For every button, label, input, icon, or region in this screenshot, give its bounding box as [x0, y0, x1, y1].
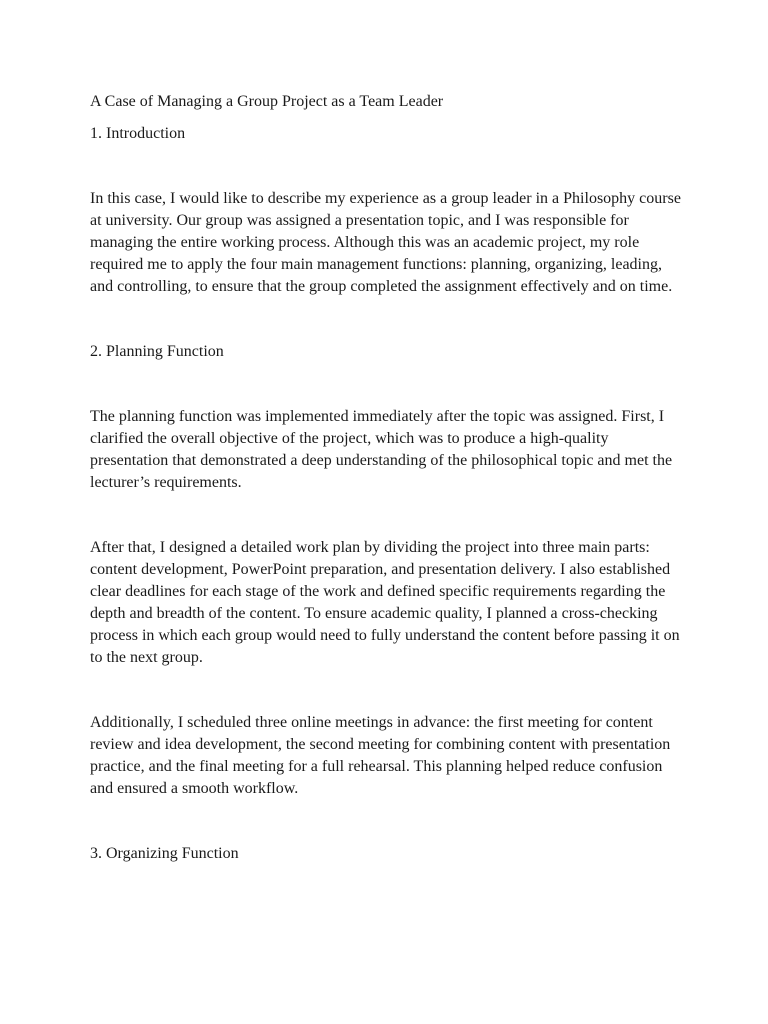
planning-paragraph-1: The planning function was implemented immediately after the topic was assigned. First, I clarified the overall objective of the project, which was to produce a high-quality presentation that demonstrated a deep understanding of the philosophical topic and met the lecturer’s requirements.: [90, 408, 673, 491]
introduction-paragraph: In this case, I would like to describe my experience as a group leader in a Philosophy course at university. Our group was assigned a presentation topic, and I was responsible for managing the entire working process. Although this was an academic project, my role required me to apply the four main management functions: planning, organizing, leading, and controlling, to ensure that the group completed the assignment effectively and on time.: [90, 190, 681, 295]
planning-paragraph-3: Additionally, I scheduled three online meetings in advance: the first meeting for content review and idea development, the second meeting for combining content with presentation practice, and the final meeting for a full rehearsal. This planning helped reduce confusion and ensured a smooth workflow.: [90, 714, 671, 797]
document-body: [90, 91, 682, 865]
document-title: A Case of Managing a Group Project as a Team Leader: [90, 93, 444, 110]
spacer: [90, 669, 682, 712]
section-heading-organizing: 3. Organizing Function: [90, 845, 239, 862]
spacer: [90, 494, 682, 537]
spacer: [90, 363, 682, 406]
spacer: [90, 800, 682, 843]
spacer: [90, 113, 682, 123]
section-heading-planning: 2. Planning Function: [90, 343, 224, 360]
spacer: [90, 298, 682, 341]
planning-paragraph-2: After that, I designed a detailed work plan by dividing the project into three main parts: content development, PowerPoint preparation, and presentation delivery. I also established clear deadlines for each stage of the work and defined specific requirements regarding the depth and breadth of the content. To ensure academic quality, I planned a cross-checking process in which each group would need to fully understand the content before passing it on to the next group.: [90, 539, 680, 666]
spacer: [90, 145, 682, 188]
section-heading-introduction: 1. Introduction: [90, 125, 186, 142]
